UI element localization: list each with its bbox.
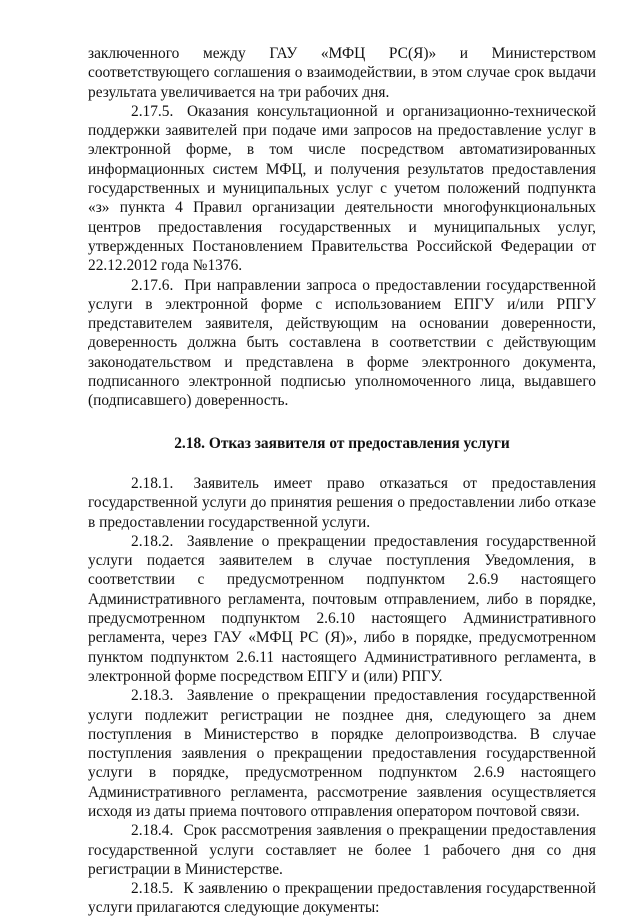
paragraph-text: Заявитель имеет право отказаться от предоставления государственной услуги до принятия решения о предоставлении либо отказе в предоставлении государственной услуги.	[88, 474, 596, 531]
paragraph-number: 2.18.5.	[131, 880, 174, 898]
paragraph-text: Срок рассмотрения заявления о прекращении предоставления государственной услуги составляет не более 1 рабочего дня со дня регистрации в Министерстве.	[88, 822, 596, 878]
paragraph-text: Оказания консультационной и организационно-технической поддержки заявителей при подаче ими запросов на предоставление услуг в электронной форме, в том числе посредством автоматизированных информационных систем МФЦ, и получения результатов предоставления государственных и муниципальных услуг с учетом положений подпункта «з» пункта 4 Правил организации деятельности многофункциональных центров предоставления государственных и муниципальных услуг, утвержденных Постановлением Правительства Российской Федерации от 22.12.2012 года №1376.	[88, 102, 596, 275]
paragraph-2-18-5	[88, 879, 596, 918]
paragraph-text: заключенного между ГАУ «МФЦ РС(Я)» и Министерством соответствующего соглашения о взаимодействии, в этом случае срок выдачи результата увеличивается на три рабочих дня.	[88, 45, 596, 101]
paragraph-2-18-2	[88, 532, 596, 686]
section-heading-2-18: 2.18. Отказ заявителя от предоставления услуги	[174, 434, 510, 452]
paragraph-2-18-1	[88, 474, 596, 532]
paragraph-2-18-3	[88, 686, 596, 821]
paragraph-number: 2.17.6.	[131, 276, 174, 294]
paragraph-number: 2.17.5.	[131, 102, 174, 120]
paragraph-text: Заявление о прекращении предоставления государственной услуги подается заявителем в случае поступления Уведомления, в соответствии с предусмотренном подпунктом 2.6.9 настоящего Административного регламента, почтовым отправлением, либо в порядке, предусмотренном подпунктом 2.6.10 настоящего Административного регламента, через ГАУ «МФЦ РС (Я)», либо в порядке, предусмотренном пунктом подпунктом 2.6.11 настоящего Административного регламента, в электронной форме посредством ЕПГУ и (или) РПГУ.	[88, 532, 596, 685]
paragraph-intro-continuation	[88, 44, 596, 102]
document-page	[88, 44, 596, 918]
paragraph-2-17-6	[88, 276, 596, 411]
paragraph-text: Заявление о прекращении предоставления государственной услуги подлежит регистрации не позднее дня, следующего за днем поступления в Министерство в порядке делопроизводства. В случае поступления заявления о прекращении предоставления государственной услуги в порядке, предусмотренном подпунктом 2.6.9 настоящего Административного регламента, рассмотрение заявления осуществляется исходя из даты приема почтового отправления оператором почтовой связи.	[88, 687, 596, 820]
paragraph-number: 2.18.3.	[131, 687, 174, 705]
paragraph-text: При направлении запроса о предоставлении государственной услуги в электронной форме с использованием ЕПГУ и/или РПГУ представителем заявителя, действующим на основании доверенности, доверенность должна быть составлена в соответствии с действующим законодательством и представлена в форме электронного документа, подписанного электронной подписью уполномоченного лица, выдавшего (подписавшего) доверенность.	[88, 276, 596, 410]
paragraph-number: 2.18.4.	[131, 822, 174, 840]
paragraph-2-17-5	[88, 102, 596, 276]
paragraph-number: 2.18.1.	[131, 474, 174, 492]
paragraph-text: К заявлению о прекращении предоставления государственной услуги прилагаются следующие документы:	[88, 880, 596, 917]
paragraph-2-18-4	[88, 821, 596, 879]
paragraph-number: 2.18.2.	[131, 532, 174, 550]
